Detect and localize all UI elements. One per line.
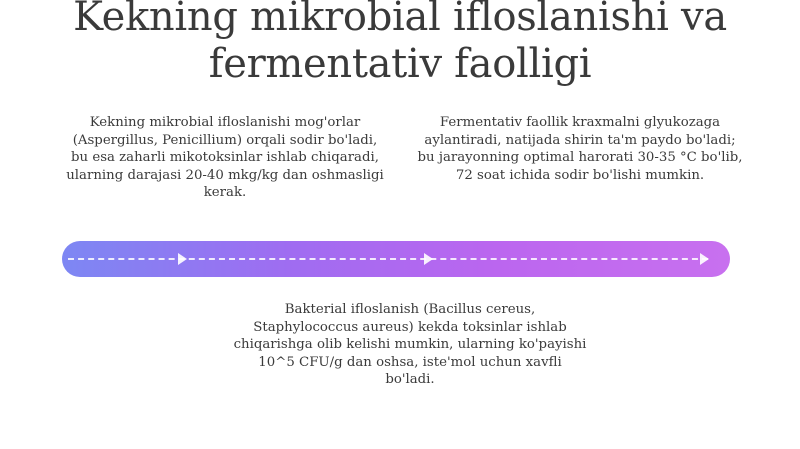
arrow-right-icon [424,253,433,265]
text-block-mold-contamination: Kekning mikrobial ifloslanishi mog'orlar (Aspergillus, Penicillium) orqali sodir bo'ladi, bu esa zaharli mikotoksinlar ishlab chiqaradi, ularning darajasi 20-40 mkg/kg dan oshmasligi kerak. [66,115,384,201]
text-block-bacterial-contamination: Bakterial ifloslanish (Bacillus cereus, Staphylococcus aureus) kekda toksinlar ishlab chiqarishga olib kelishi mumkin, ularning ko'payishi 10^5 CFU/g dan oshsa, iste'mol uchun xavfli bo'ladi. [233,302,587,388]
timeline-bar [62,241,730,277]
arrow-right-icon [700,253,709,265]
text-block-enzymatic-activity: Fermentativ faollik kraxmalni glyukozaga aylantiradi, natijada shirin ta'm paydo bo'ladi; bu jarayonning optimal harorati 30-35 °C bo'lib, 72 soat ichida sodir bo'lishi mumkin. [417,115,743,183]
timeline-dashed-line [68,258,708,260]
page-title: Kekning mikrobial ifloslanishi va fermentativ faolligi [73,0,727,87]
arrow-right-icon [178,253,187,265]
